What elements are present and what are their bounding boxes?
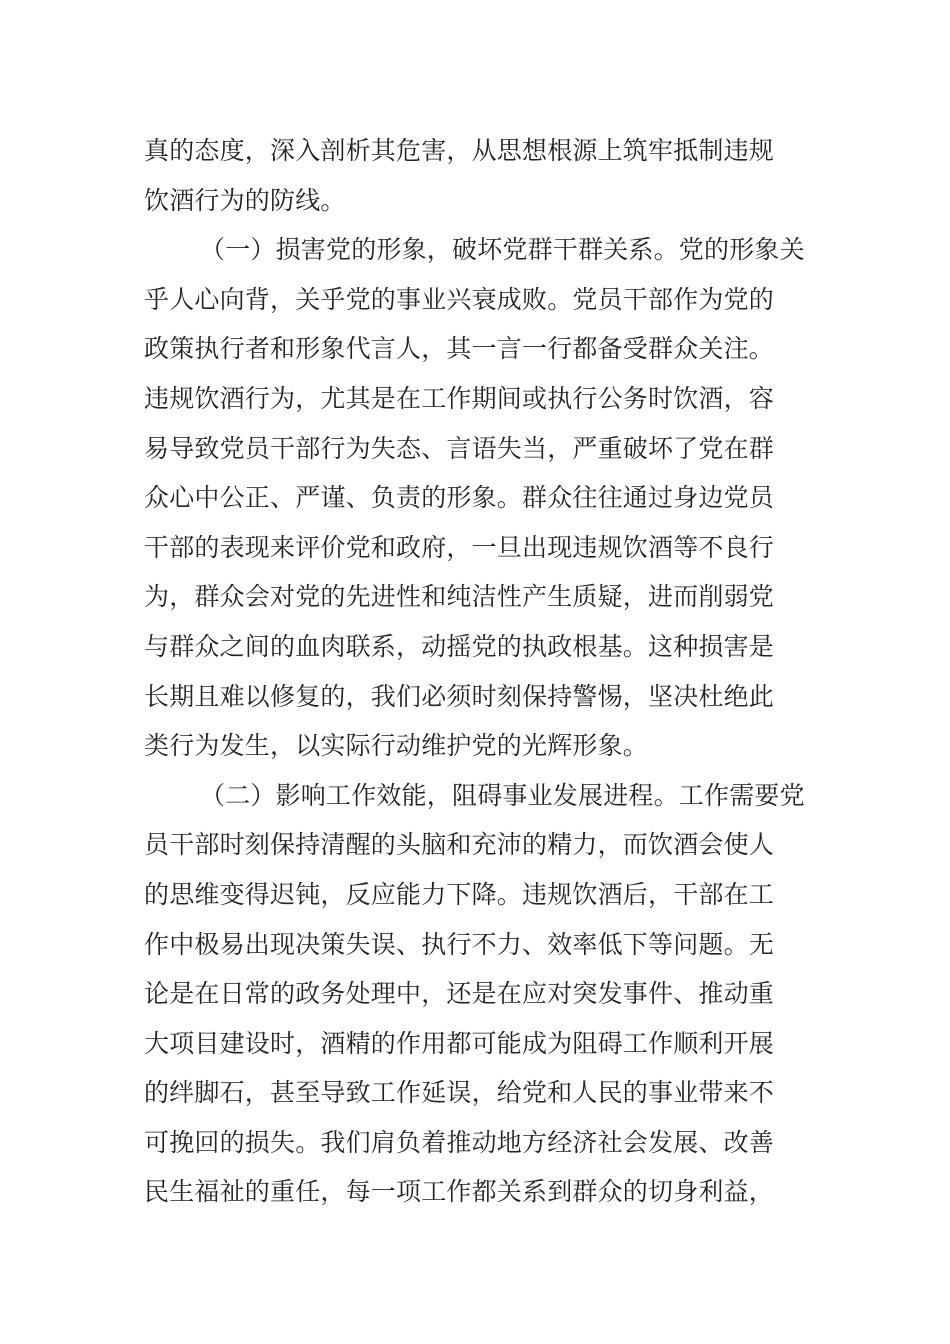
text-line: 民生福祉的重任，每一项工作都关系到群众的切身利益， [144, 1177, 775, 1207]
text-line: 作中极易出现决策失误、执行不力、效率低下等问题。无 [144, 929, 775, 959]
text-line: 的绊脚石，甚至导致工作延误，给党和人民的事业带来不 [144, 1078, 775, 1108]
text-line: 真的态度，深入剖析其危害，从思想根源上筑牢抵制违规 [144, 136, 775, 165]
text-line: 长期且难以修复的，我们必须时刻保持警惕，坚决杜绝此 [144, 681, 775, 711]
text-line: 大项目建设时，酒精的作用都可能成为阻碍工作顺利开展 [144, 1028, 775, 1058]
paragraph-1-start: （一）损害党的形象，破坏党群干群关系。党的形象关 [200, 235, 805, 265]
text-line: 饮酒行为的防线。 [144, 185, 346, 215]
text-line: 干部的表现来评价党和政府，一旦出现违规饮酒等不良行 [144, 532, 775, 562]
text-line: 乎人心向背，关乎党的事业兴衰成败。党员干部作为党的 [144, 284, 775, 314]
text-line: 类行为发生，以实际行动维护党的光辉形象。 [144, 731, 649, 761]
text-line: 政策执行者和形象代言人，其一言一行都备受群众关注。 [144, 334, 775, 364]
text-line: 众心中公正、严谨、负责的形象。群众往往通过身边党员 [144, 483, 775, 513]
text-line: 论是在日常的政务处理中，还是在应对突发事件、推动重 [144, 979, 775, 1009]
text-line: 易导致党员干部行为失态、言语失当，严重破坏了党在群 [144, 433, 775, 463]
paragraph-2-start: （二）影响工作效能，阻碍事业发展进程。工作需要党 [200, 780, 805, 810]
text-line: 与群众之间的血肉联系，动摇党的执政根基。这种损害是 [144, 631, 775, 661]
text-line: 员干部时刻保持清醒的头脑和充沛的精力，而饮酒会使人 [144, 830, 775, 860]
text-line: 为，群众会对党的先进性和纯洁性产生质疑，进而削弱党 [144, 582, 775, 612]
document-body [144, 126, 814, 1217]
text-line: 的思维变得迟钝，反应能力下降。违规饮酒后，干部在工 [144, 879, 775, 909]
text-line: 违规饮酒行为，尤其是在工作期间或执行公务时饮酒，容 [144, 383, 775, 413]
text-line: 可挽回的损失。我们肩负着推动地方经济社会发展、改善 [144, 1127, 775, 1157]
